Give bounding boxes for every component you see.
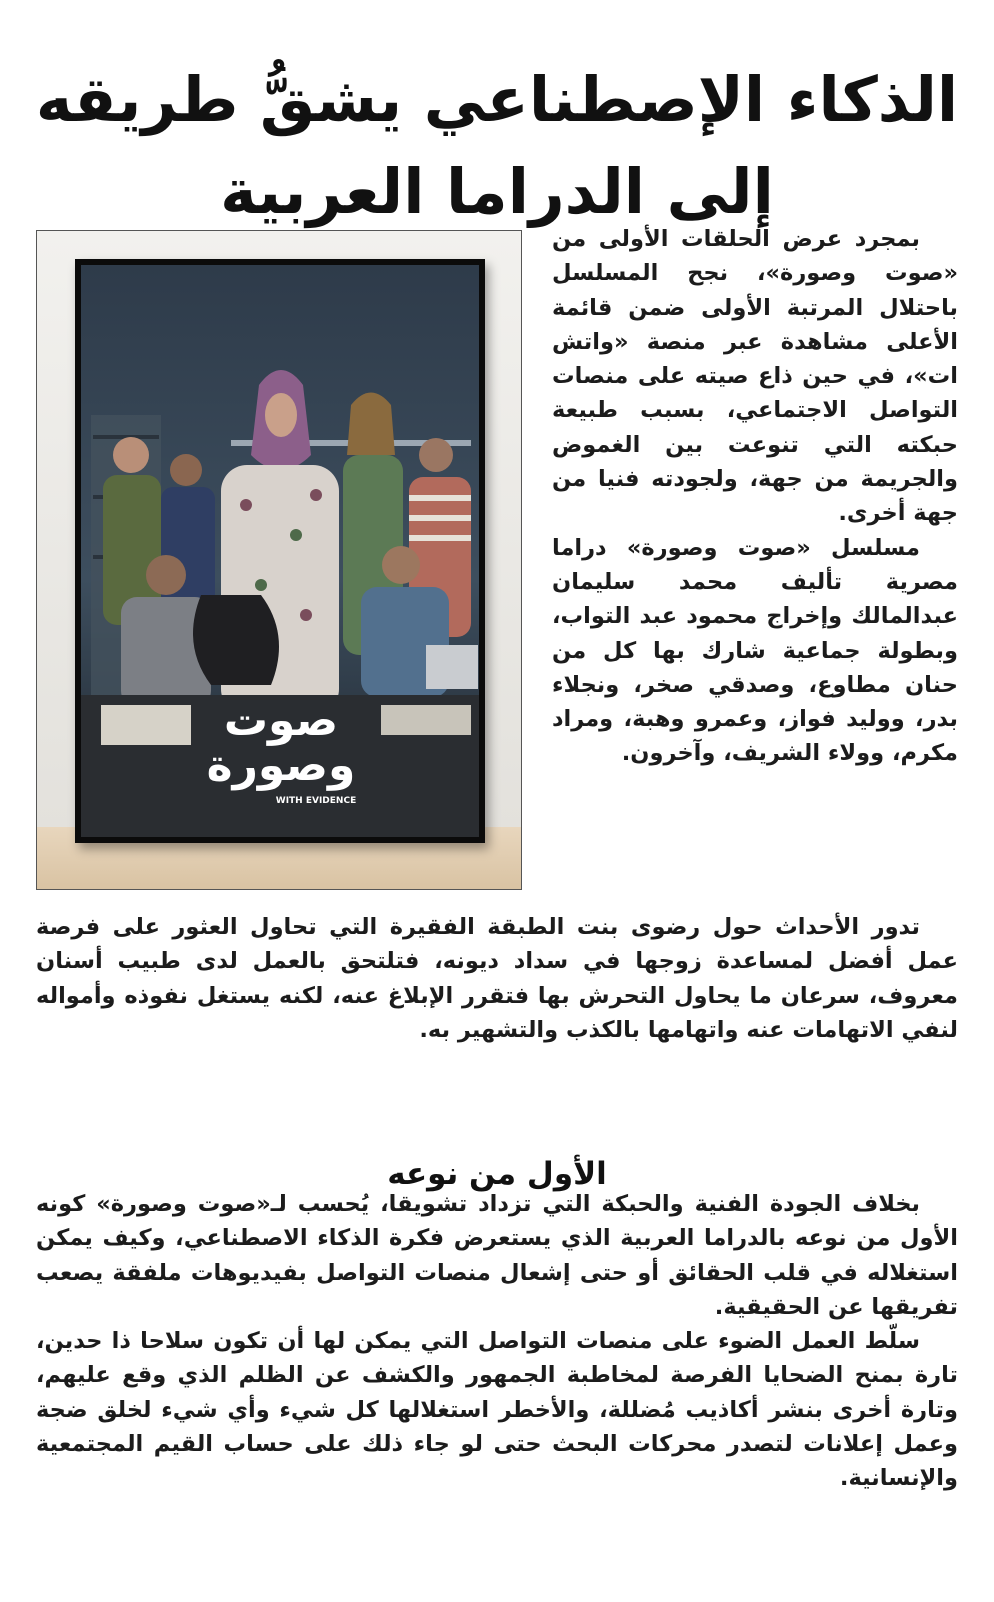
section-subhead: الأول من نوعه	[387, 1155, 607, 1192]
series-poster	[75, 259, 485, 843]
article-photo	[36, 230, 522, 890]
paragraph-4: بخلاف الجودة الفنية والحبكة التي تزداد تشويقا، يُحسب لـ«صوت وصورة» كونه الأول من نوعه بالدراما العربية الذي يستعرض فكرة الذكاء الاصطناعي، وكيف يمكن استغلاله في قلب الحقائق أو حتى إشعال منصات التواصل بفيديوهات ملفقة يصعب تفريقها عن الحقيقية.	[36, 1191, 958, 1320]
article-column-top	[552, 222, 958, 771]
article-body-wide	[36, 910, 958, 1047]
poster-artwork	[81, 265, 479, 837]
paragraph-2: مسلسل «صوت وصورة» دراما مصرية تأليف محمد سليمان عبدالمالك وإخراج محمود عبد التواب، وبطولة جماعية شارك بها كل من حنان مطاوع، وصدقي صخر، ونجلاء بدر، ووليد فواز، وعمرو وهبة، ومراد مكرم، وولاء الشريف، وآخرون.	[552, 534, 958, 767]
paragraph-5: سلّط العمل الضوء على منصات التواصل التي يمكن لها أن تكون سلاحا ذا حدين، تارة بمنح الضحايا الفرصة لمخاطبة الجمهور والكشف عن الظلم الذي وقع عليهم، وتارة أخرى بنشر أكاذيب مُضللة، والأخطر استغلالها كل شيء وأي شيء لخلق ضجة وعمل إعلانات لتصدر محركات البحث حتى لو جاء ذلك على حساب القيم المجتمعية والإنسانية.	[36, 1328, 958, 1492]
paragraph-3: تدور الأحداث حول رضوى بنت الطبقة الفقيرة التي تحاول العثور على فرصة عمل أفضل لمساعدة زوجها في سداد ديونه، فتلتحق بالعمل لدى طبيب أسنان معروف، سرعان ما يحاول التحرش بها فتقرر الإبلاغ عنه، لكنه يستغل نفوذه وأمواله لنفي الاتهامات عنه واتهامها بالكذب والتشهير به.	[36, 914, 958, 1043]
poster-title-2: وصورة	[206, 740, 356, 791]
poster-title-1: صوت	[223, 695, 339, 746]
headline-line-1: الذكاء الإصطناعي يشقُّ طريقه	[35, 62, 959, 136]
headline-line-2: إلى الدراما العربية	[220, 154, 774, 228]
article-body-bottom	[36, 1187, 958, 1496]
paragraph-1: بمجرد عرض الحلقات الأولى من «صوت وصورة»، نجح المسلسل باحتلال المرتبة الأولى ضمن قائمة الأعلى مشاهدة عبر منصة «واتش ات»، في حين ذاع صيته على منصات التواصل الاجتماعي، بسبب طبيعة حبكته التي تنوعت بين الغموض والجريمة من جهة، ولجودته فنيا من جهة أخرى.	[552, 226, 958, 527]
headline	[20, 54, 974, 238]
poster-tagline: WITH EVIDENCE	[275, 796, 357, 806]
